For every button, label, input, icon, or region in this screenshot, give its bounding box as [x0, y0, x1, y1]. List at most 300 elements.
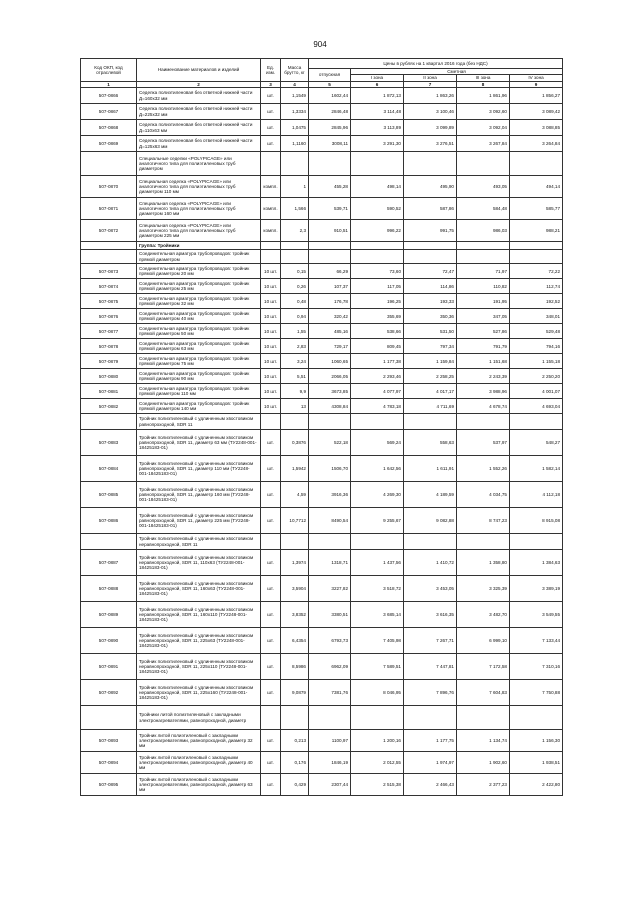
header-zone-4: IV зона	[510, 75, 563, 81]
row-unit: 10 шт.	[261, 399, 281, 414]
row-release-price: 1318,71	[309, 550, 351, 576]
row-unit: 10 шт.	[261, 369, 281, 384]
row-name: Специальные седелки «POLYPICAGE» или аналогичного типа для полиэтиленовых труб диаметром	[137, 152, 261, 176]
table-row	[81, 242, 563, 250]
row-mass: 1,55	[281, 324, 309, 339]
row-code: 507-0867	[81, 104, 137, 120]
row-zone-2-price: 9 082,88	[404, 508, 457, 534]
row-zone-3-price: 791,79	[457, 339, 510, 354]
row-zone-2-price: 3 453,05	[404, 576, 457, 602]
row-zone-3-price: 493,05	[457, 176, 510, 198]
row-zone-4-price: 7 750,88	[510, 680, 563, 706]
row-zone-1-price: 4 783,18	[351, 399, 404, 414]
row-release-price: 1060,65	[309, 354, 351, 369]
table-body	[81, 88, 563, 796]
row-release-price: 7381,76	[309, 680, 351, 706]
column-number: 2	[137, 81, 261, 87]
row-mass: 0,94	[281, 309, 309, 324]
table-row	[81, 294, 563, 309]
row-zone-2-price: 1 974,97	[404, 752, 457, 774]
row-zone-3-price: 3 325,39	[457, 576, 510, 602]
row-zone-2-price: 350,36	[404, 309, 457, 324]
row-zone-4-price: 548,27	[510, 430, 563, 456]
table-row	[81, 706, 563, 730]
row-code: 507-0873	[81, 264, 137, 279]
row-unit: шт.	[261, 430, 281, 456]
row-mass: 1	[281, 176, 309, 198]
table-row	[81, 752, 563, 774]
table-row	[81, 279, 563, 294]
row-unit: 10 шт.	[261, 324, 281, 339]
row-code	[81, 250, 137, 264]
table-row	[81, 339, 563, 354]
row-code: 507-0881	[81, 384, 137, 399]
row-zone-1-price: 117,05	[351, 279, 404, 294]
table-row	[81, 654, 563, 680]
row-code: 507-0879	[81, 354, 137, 369]
table-row	[81, 399, 563, 414]
row-name: Соединительная арматура трубопроводов: тройник прямой диаметром 63 мм	[137, 339, 261, 354]
row-name: Тройник литой полиэтиленовый с закладными электронагревателями, равнопроходной, диаметр 32 мм	[137, 730, 261, 752]
row-release-price: 3673,85	[309, 384, 351, 399]
row-zone-4-price	[510, 534, 563, 550]
row-zone-4-price: 1 582,14	[510, 456, 563, 482]
row-zone-2-price	[404, 706, 457, 730]
row-zone-3-price: 3 092,04	[457, 120, 510, 136]
row-zone-3-price: 527,86	[457, 324, 510, 339]
row-zone-3-price: 7 604,83	[457, 680, 510, 706]
header-zone-3: III зона	[457, 75, 510, 81]
row-mass: 1,3334	[281, 104, 309, 120]
row-release-price	[309, 152, 351, 176]
row-code	[81, 414, 137, 430]
row-unit: шт.	[261, 482, 281, 508]
row-zone-3-price: 4 678,74	[457, 399, 510, 414]
table-row	[81, 309, 563, 324]
table-row	[81, 730, 563, 752]
row-code: 507-0869	[81, 136, 137, 152]
row-zone-1-price: 4 269,30	[351, 482, 404, 508]
column-number: 1	[81, 81, 137, 87]
row-release-price: 910,51	[309, 220, 351, 242]
row-unit: шт.	[261, 752, 281, 774]
row-zone-3-price: 1 552,26	[457, 456, 510, 482]
row-code: 507-0874	[81, 279, 137, 294]
row-release-price	[309, 250, 351, 264]
row-zone-4-price: 8 915,08	[510, 508, 563, 534]
row-zone-2-price: 7 267,71	[404, 628, 457, 654]
row-unit: шт.	[261, 456, 281, 482]
row-unit: шт.	[261, 136, 281, 152]
row-release-price: 3008,11	[309, 136, 351, 152]
row-zone-3-price: 3 988,96	[457, 384, 510, 399]
row-zone-1-price: 7 589,51	[351, 654, 404, 680]
row-mass: 0,3876	[281, 430, 309, 456]
row-name: Тройник полиэтиленовый с удлиненным хвостовиком неравнопроходной, SDR 11, 110х63 (ТУ2248-001-18425183-01)	[137, 550, 261, 576]
row-zone-4-price: 112,74	[510, 279, 563, 294]
row-unit: шт.	[261, 508, 281, 534]
row-zone-1-price: 1 872,13	[351, 88, 404, 104]
row-zone-2-price: 3 100,46	[404, 104, 457, 120]
row-zone-4-price: 2 250,20	[510, 369, 563, 384]
row-zone-3-price	[457, 706, 510, 730]
row-release-price: 6962,09	[309, 654, 351, 680]
row-zone-2-price: 193,33	[404, 294, 457, 309]
row-zone-2-price: 7 447,81	[404, 654, 457, 680]
row-zone-3-price: 986,03	[457, 220, 510, 242]
row-release-price	[309, 242, 351, 250]
row-zone-2-price: 4 711,69	[404, 399, 457, 414]
row-mass: 1,0475	[281, 120, 309, 136]
price-table	[80, 58, 563, 796]
row-name: Тройник полиэтиленовый с удлиненным хвостовиком неравнопроходной, SDR 11, 225х110 (ТУ2248-001-18425183-01)	[137, 654, 261, 680]
row-unit: 10 шт.	[261, 354, 281, 369]
row-code: 507-0891	[81, 654, 137, 680]
row-mass: 0,213	[281, 730, 309, 752]
row-zone-4-price: 1 155,18	[510, 354, 563, 369]
row-zone-3-price	[457, 242, 510, 250]
table-row	[81, 250, 563, 264]
column-number: 5	[309, 81, 351, 87]
row-name: Соединительная арматура трубопроводов: тройник прямой диаметром 75 мм	[137, 354, 261, 369]
table-row	[81, 430, 563, 456]
row-zone-1-price: 8 046,95	[351, 680, 404, 706]
row-zone-3-price: 110,82	[457, 279, 510, 294]
row-mass: 1,5942	[281, 456, 309, 482]
row-code: 507-0876	[81, 309, 137, 324]
row-mass: 1,1549	[281, 88, 309, 104]
row-mass	[281, 534, 309, 550]
row-zone-3-price: 584,48	[457, 198, 510, 220]
row-code: 507-0866	[81, 88, 137, 104]
row-unit	[261, 534, 281, 550]
row-mass: 10,7712	[281, 508, 309, 534]
row-release-price: 176,78	[309, 294, 351, 309]
row-zone-3-price	[457, 534, 510, 550]
row-name: Соединительная арматура трубопроводов: тройник прямой диаметром	[137, 250, 261, 264]
row-zone-4-price: 529,48	[510, 324, 563, 339]
row-code: 507-0877	[81, 324, 137, 339]
row-mass: 3,5904	[281, 576, 309, 602]
row-zone-2-price: 2 258,25	[404, 369, 457, 384]
row-zone-3-price: 71,97	[457, 264, 510, 279]
row-mass: 13	[281, 399, 309, 414]
table-row	[81, 369, 563, 384]
table-row	[81, 176, 563, 198]
row-mass: 9,0879	[281, 680, 309, 706]
row-release-price: 1602,44	[309, 88, 351, 104]
row-code: 507-0875	[81, 294, 137, 309]
row-zone-2-price: 4 017,17	[404, 384, 457, 399]
row-zone-4-price	[510, 242, 563, 250]
row-zone-1-price: 3 685,14	[351, 602, 404, 628]
row-zone-2-price: 531,50	[404, 324, 457, 339]
row-zone-3-price: 537,97	[457, 430, 510, 456]
row-code	[81, 242, 137, 250]
row-zone-3-price: 7 172,58	[457, 654, 510, 680]
row-release-price: 66,29	[309, 264, 351, 279]
row-release-price: 539,71	[309, 198, 351, 220]
row-zone-1-price: 1 177,38	[351, 354, 404, 369]
row-unit: шт.	[261, 550, 281, 576]
row-release-price: 1846,19	[309, 752, 351, 774]
row-name: Специальная седелка «POLYPICAGE» или аналогичного типа для полиэтиленовых труб диаметром 160 мм	[137, 198, 261, 220]
row-name: Специальная седелка «POLYPICAGE» или аналогичного типа для полиэтиленовых труб диаметром 110 мм	[137, 176, 261, 198]
row-zone-1-price: 1 437,56	[351, 550, 404, 576]
row-mass: 9,9	[281, 384, 309, 399]
table-row	[81, 324, 563, 339]
row-release-price: 4308,84	[309, 399, 351, 414]
row-zone-2-price: 558,63	[404, 430, 457, 456]
row-unit	[261, 250, 281, 264]
row-code: 507-0888	[81, 576, 137, 602]
header-name: Наименование материалов и изделий	[137, 59, 261, 82]
row-release-price: 8490,54	[309, 508, 351, 534]
row-release-price: 6793,73	[309, 628, 351, 654]
row-zone-3-price: 6 999,10	[457, 628, 510, 654]
row-zone-3-price	[457, 414, 510, 430]
table-row	[81, 220, 563, 242]
row-zone-1-price	[351, 706, 404, 730]
row-zone-4-price: 4 112,18	[510, 482, 563, 508]
row-code: 507-0889	[81, 602, 137, 628]
row-zone-2-price: 991,75	[404, 220, 457, 242]
row-zone-1-price: 9 255,67	[351, 508, 404, 534]
row-unit: шт.	[261, 680, 281, 706]
row-zone-4-price: 3 264,84	[510, 136, 563, 152]
row-unit	[261, 152, 281, 176]
row-zone-3-price	[457, 250, 510, 264]
row-zone-4-price	[510, 706, 563, 730]
row-zone-1-price: 196,25	[351, 294, 404, 309]
row-zone-3-price: 347,05	[457, 309, 510, 324]
row-zone-1-price: 2 293,46	[351, 369, 404, 384]
row-zone-4-price: 988,21	[510, 220, 563, 242]
row-release-price: 522,18	[309, 430, 351, 456]
row-name: Соединительная арматура трубопроводов: тройник прямой диаметром 20 мм	[137, 264, 261, 279]
row-name: Тройник литой полиэтиленовый с закладными электронагревателями, равнопроходной, диаметр 63 мм	[137, 774, 261, 796]
row-code: 507-0883	[81, 430, 137, 456]
row-zone-1-price: 73,60	[351, 264, 404, 279]
row-name: Группа: Тройники	[137, 242, 261, 250]
row-zone-1-price: 3 518,72	[351, 576, 404, 602]
row-zone-2-price: 587,86	[404, 198, 457, 220]
header-unit: Ед. изм.	[261, 59, 281, 82]
row-zone-1-price: 538,66	[351, 324, 404, 339]
row-release-price: 320,42	[309, 309, 351, 324]
row-code: 507-0890	[81, 628, 137, 654]
row-mass	[281, 242, 309, 250]
row-zone-2-price: 1 863,26	[404, 88, 457, 104]
row-zone-4-price: 1 156,30	[510, 730, 563, 752]
row-name: Тройник полиэтиленовый с удлиненным хвостовиком неравнопроходной, SDR 11, 225х63 (ТУ2248-001-18425183-01)	[137, 628, 261, 654]
row-zone-4-price	[510, 152, 563, 176]
row-code: 507-0895	[81, 774, 137, 796]
row-zone-2-price	[404, 414, 457, 430]
row-code: 507-0894	[81, 752, 137, 774]
row-zone-1-price	[351, 152, 404, 176]
row-zone-1-price: 4 077,97	[351, 384, 404, 399]
header-estimate-price: Сметная	[351, 69, 563, 75]
row-zone-2-price	[404, 152, 457, 176]
table-row	[81, 152, 563, 176]
row-release-price: 3916,36	[309, 482, 351, 508]
row-zone-2-price: 1 410,72	[404, 550, 457, 576]
row-zone-1-price	[351, 414, 404, 430]
row-zone-4-price: 1 384,63	[510, 550, 563, 576]
row-unit: 10 шт.	[261, 264, 281, 279]
row-zone-4-price: 1 856,27	[510, 88, 563, 104]
row-code: 507-0871	[81, 198, 137, 220]
row-zone-2-price: 72,47	[404, 264, 457, 279]
row-mass: 6,4354	[281, 628, 309, 654]
row-release-price: 2845,96	[309, 120, 351, 136]
row-zone-1-price	[351, 250, 404, 264]
row-name: Специальная седелка «POLYPICAGE» или аналогичного типа для полиэтиленовых труб диаметром 225 мм	[137, 220, 261, 242]
row-zone-4-price	[510, 414, 563, 430]
row-release-price: 107,37	[309, 279, 351, 294]
row-zone-1-price: 590,52	[351, 198, 404, 220]
row-release-price: 3380,51	[309, 602, 351, 628]
column-number: 8	[457, 81, 510, 87]
row-code	[81, 706, 137, 730]
table-row	[81, 264, 563, 279]
header-zone-2: II зона	[404, 75, 457, 81]
table-row	[81, 534, 563, 550]
table-row	[81, 120, 563, 136]
row-name: Тройник полиэтиленовый с удлиненным хвостовиком равнопроходной, SDR 11, диаметр 160 мм (ТУ2248-001-18425183-01)	[137, 482, 261, 508]
row-release-price: 455,28	[309, 176, 351, 198]
row-release-price	[309, 706, 351, 730]
row-unit: компл.	[261, 198, 281, 220]
row-name: Тройник полиэтиленовый с удлиненным хвостовиком равнопроходной, SDR 11, диаметр 63 мм (ТУ2248-001-18425183-01)	[137, 430, 261, 456]
header-mass: Масса брутто, кг	[281, 59, 309, 82]
row-code: 507-0880	[81, 369, 137, 384]
column-number: 6	[351, 81, 404, 87]
column-number: 7	[404, 81, 457, 87]
row-mass: 1,3974	[281, 550, 309, 576]
row-name: Седелка полиэтиленовая без ответной нижней части Д=125х63 мм	[137, 136, 261, 152]
row-unit: шт.	[261, 628, 281, 654]
row-zone-4-price: 7 133,44	[510, 628, 563, 654]
row-unit: шт.	[261, 774, 281, 796]
row-unit	[261, 414, 281, 430]
header-release-price: отпускная	[309, 69, 351, 82]
row-mass: 8,5986	[281, 654, 309, 680]
table-row	[81, 104, 563, 120]
row-mass	[281, 414, 309, 430]
row-mass: 2,3	[281, 220, 309, 242]
row-release-price: 1100,97	[309, 730, 351, 752]
row-code: 507-0882	[81, 399, 137, 414]
table-row	[81, 508, 563, 534]
row-release-price	[309, 414, 351, 430]
row-name: Соединительная арматура трубопроводов: тройник прямой диаметром 25 мм	[137, 279, 261, 294]
row-code	[81, 534, 137, 550]
row-unit: шт.	[261, 88, 281, 104]
row-zone-3-price: 1 151,68	[457, 354, 510, 369]
row-name: Тройник полиэтиленовый с удлиненным хвостовиком неравнопроходной, SDR 11, 160х110 (ТУ2248-001-18425183-01)	[137, 602, 261, 628]
row-zone-1-price: 996,22	[351, 220, 404, 242]
row-zone-4-price: 3 389,19	[510, 576, 563, 602]
header-code: Код ОКП, код отраслевой	[81, 59, 137, 82]
row-release-price: 3227,82	[309, 576, 351, 602]
row-zone-1-price: 3 114,48	[351, 104, 404, 120]
row-zone-2-price: 1 177,75	[404, 730, 457, 752]
row-zone-1-price: 2 012,55	[351, 752, 404, 774]
row-code: 507-0892	[81, 680, 137, 706]
row-zone-4-price: 7 310,16	[510, 654, 563, 680]
header-price-title: Цены в рублях на 1 квартал 2016 года (без НДС)	[309, 59, 563, 69]
row-zone-1-price: 498,14	[351, 176, 404, 198]
header-zone-1: I зона	[351, 75, 404, 81]
row-mass: 0,429	[281, 774, 309, 796]
row-mass: 3,24	[281, 354, 309, 369]
row-mass: 0,26	[281, 279, 309, 294]
row-zone-2-price: 495,90	[404, 176, 457, 198]
row-name: Тройник полиэтиленовый с удлиненным хвостовиком неравнопроходной, SDR 11, 225х160 (ТУ2248-001-18425183-01)	[137, 680, 261, 706]
table-row	[81, 628, 563, 654]
row-name: Соединительная арматура трубопроводов: тройник прямой диаметром 40 мм	[137, 309, 261, 324]
row-unit: 10 шт.	[261, 339, 281, 354]
row-zone-4-price: 1 938,51	[510, 752, 563, 774]
row-mass: 3,8352	[281, 602, 309, 628]
column-number: 3	[261, 81, 281, 87]
row-zone-3-price: 2 243,39	[457, 369, 510, 384]
row-mass	[281, 152, 309, 176]
table-row	[81, 384, 563, 399]
table-row	[81, 774, 563, 796]
row-zone-2-price	[404, 250, 457, 264]
row-zone-4-price: 794,16	[510, 339, 563, 354]
row-zone-2-price: 4 189,59	[404, 482, 457, 508]
row-name: Соединительная арматура трубопроводов: тройник прямой диаметром 32 мм	[137, 294, 261, 309]
row-zone-4-price: 348,01	[510, 309, 563, 324]
row-mass: 5,51	[281, 369, 309, 384]
row-zone-4-price: 3 089,42	[510, 104, 563, 120]
row-unit: шт.	[261, 104, 281, 120]
row-code: 507-0886	[81, 508, 137, 534]
page-number: 904	[313, 40, 327, 49]
row-name: Соединительная арматура трубопроводов: тройник прямой диаметром 90 мм	[137, 369, 261, 384]
row-zone-4-price: 72,22	[510, 264, 563, 279]
row-mass	[281, 250, 309, 264]
row-release-price: 729,17	[309, 339, 351, 354]
row-mass: 4,59	[281, 482, 309, 508]
row-zone-3-price: 1 358,80	[457, 550, 510, 576]
table-row	[81, 88, 563, 104]
row-zone-3-price: 1 902,60	[457, 752, 510, 774]
row-unit: 10 шт.	[261, 384, 281, 399]
row-zone-3-price: 3 092,60	[457, 104, 510, 120]
row-name: Тройник полиэтиленовый с удлиненным хвостовиком равнопроходной, SDR 11, диаметр 225 мм (ТУ2248-001-18425183-01)	[137, 508, 261, 534]
row-unit: компл.	[261, 220, 281, 242]
row-zone-1-price: 3 291,30	[351, 136, 404, 152]
row-zone-3-price	[457, 152, 510, 176]
row-zone-4-price: 585,77	[510, 198, 563, 220]
row-unit: 10 шт.	[261, 309, 281, 324]
row-name: Тройники литой полиэтиленовый с закладными электронагревателями, равнопроходной, диаметр	[137, 706, 261, 730]
row-zone-4-price: 3 549,55	[510, 602, 563, 628]
table-row	[81, 680, 563, 706]
row-name: Тройник полиэтиленовый с удлиненным хвостовиком равнопроходной, SDR 11, диаметр 110 мм (ТУ2248-001-18425183-01)	[137, 456, 261, 482]
row-zone-4-price: 4 693,04	[510, 399, 563, 414]
row-zone-2-price: 114,86	[404, 279, 457, 294]
row-mass: 2,83	[281, 339, 309, 354]
row-unit: шт.	[261, 120, 281, 136]
row-zone-3-price: 191,95	[457, 294, 510, 309]
row-zone-2-price	[404, 242, 457, 250]
